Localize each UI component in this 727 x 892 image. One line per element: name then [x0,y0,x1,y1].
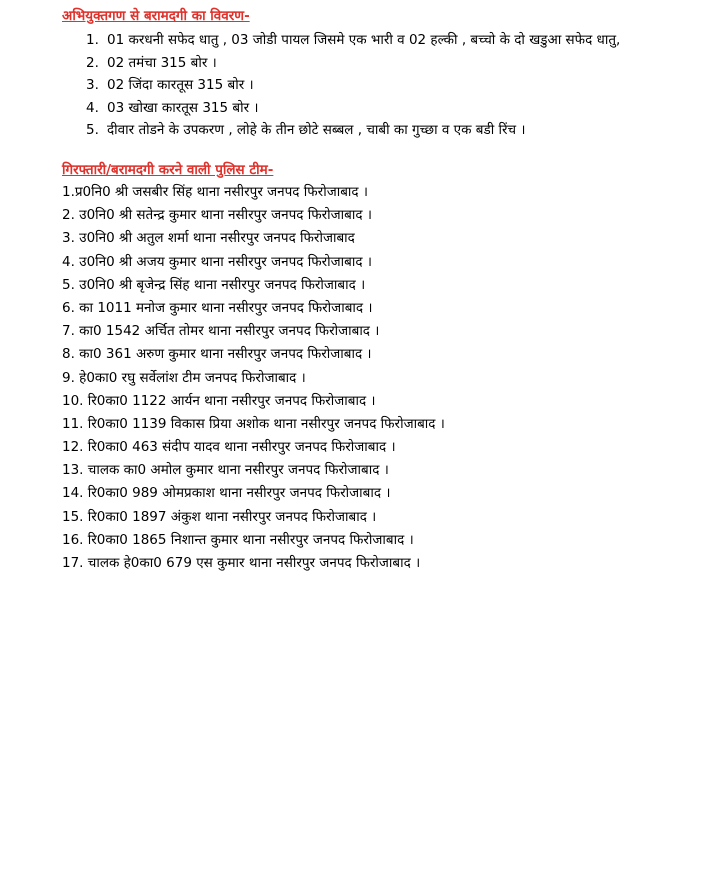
item-text: दीवार तोडने के उपकरण , लोहे के तीन छोटे सब्बल , चाबी का गुच्छा व एक बडी रिंच । [107,122,526,139]
item-text: 01 करधनी सफेद धातु , 03 जोडी पायल जिसमे एक भारी व 02 हल्की , बच्चो के दो खडुआ सफेद धातु, [107,32,621,48]
team-members-list [62,181,445,575]
team-heading: गिरफ्तारी/बरामदगी करने वाली पुलिस टीम- [62,162,274,178]
team-member: 16. रि0का0 1865 निशान्त कुमार थाना नसीरपुर जनपद फिरोजाबाद । [62,531,414,548]
team-member: 14. रि0का0 989 ओमप्रकाश थाना नसीरपुर जनपद फिरोजाबाद । [62,485,391,502]
team-member: 15. रि0का0 1897 अंकुश थाना नसीरपुर जनपद फिरोजाबाद । [62,508,377,525]
team-member: 4. उ0नि0 श्री अजय कुमार थाना नसीरपुर जनपद फिरोजाबाद । [62,253,372,270]
team-member: 5. उ0नि0 श्री बृजेन्द्र सिंह थाना नसीरपुर जनपद फिरोजाबाद । [62,276,366,293]
team-member: 13. चालक का0 अमोल कुमार थाना नसीरपुर जनपद फिरोजाबाद । [62,462,389,479]
team-member: 1.प्र0नि0 श्री जसबीर सिंह थाना नसीरपुर जनपद फिरोजाबाद । [62,184,368,200]
team-member: 17. चालक हे0का0 679 एस कुमार थाना नसीरपुर जनपद फिरोजाबाद । [62,555,421,571]
item-number: 3. [86,77,99,94]
team-member: 9. हे0का0 रघु सर्वेलांश टीम जनपद फिरोजाबाद । [62,369,306,386]
team-member: 6. का 1011 मनोज कुमार थाना नसीरपुर जनपद फिरोजाबाद । [62,299,373,316]
team-member: 11. रि0का0 1139 विकास प्रिया अशोक थाना नसीरपुर जनपद फिरोजाबाद । [62,415,445,432]
item-number: 4. [86,99,99,116]
item-text: 02 जिंदा कारतूस 315 बोर । [107,77,254,94]
team-member: 3. उ0नि0 श्री अतुल शर्मा थाना नसीरपुर जनपद फिरोजाबाद [62,230,355,247]
recovery-heading: अभियुक्तगण से बरामदगी का विवरण- [62,8,250,24]
team-member: 8. का0 361 अरुण कुमार थाना नसीरपुर जनपद फिरोजाबाद । [62,346,372,363]
team-member: 2. उ0नि0 श्री सतेन्द्र कुमार थाना नसीरपुर जनपद फिरोजाबाद । [62,207,372,224]
team-member: 7. का0 1542 अर्चित तोमर थाना नसीरपुर जनपद फिरोजाबाद । [62,323,380,340]
item-number: 1. [86,32,99,48]
team-member: 10. रि0का0 1122 आर्यन थाना नसीरपुर जनपद फिरोजाबाद । [62,392,376,409]
item-number: 2. [86,54,99,71]
item-number: 5. [86,122,99,139]
item-text: 02 तमंचा 315 बोर । [107,54,217,71]
team-member: 12. रि0का0 463 संदीप यादव थाना नसीरपुर जनपद फिरोजाबाद । [62,439,396,456]
item-text: 03 खोखा कारतूस 315 बोर । [107,99,259,116]
